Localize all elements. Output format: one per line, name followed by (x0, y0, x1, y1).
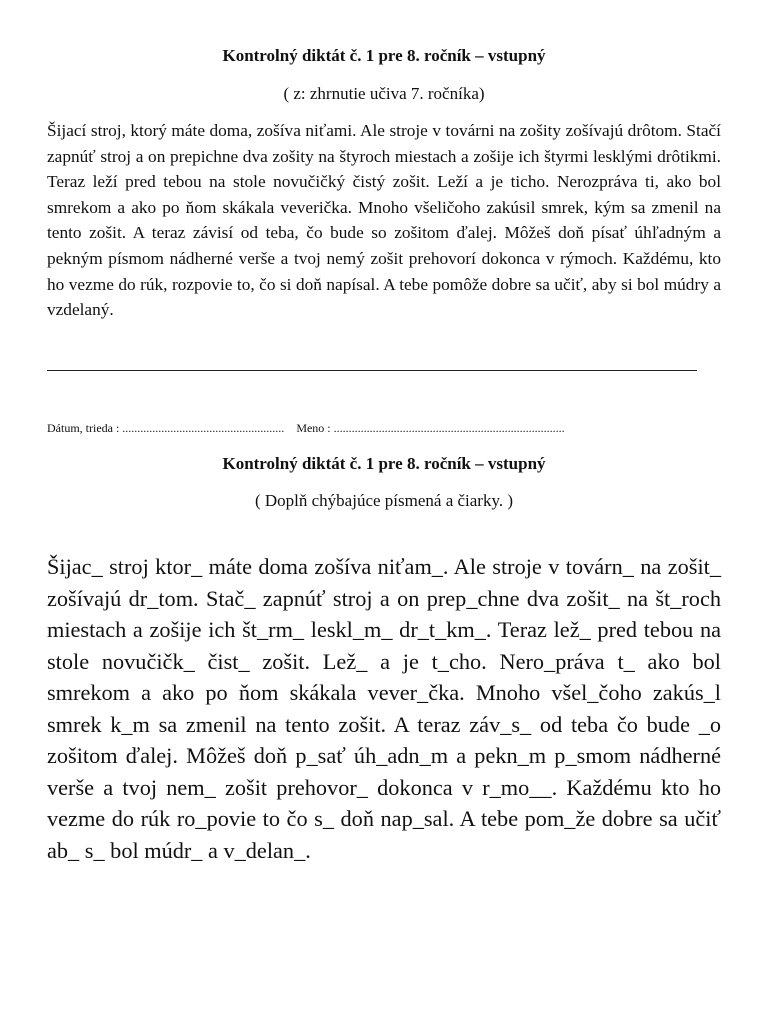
date-class-field[interactable]: Dátum, trieda : ...................................................... (47, 421, 285, 435)
dictation-text: Šijací stroj, ktorý máte doma, zošíva niťami. Ale stroje v továrni na zošity zošívajú drôtom. Stačí zapnúť stroj a on prepichne dva zošity na štyroch miestach a zošije ich štyrmi lesklými drôtikmi. Teraz leží pred tebou na stole novučičký čistý zošit. Leží a je ticho. Nerozpráva ti, ako bol smrekom a ako po ňom skákala veverička. Mnoho všeličoho zakúsil smrek, kým sa zmenil na tento zošit. A teraz závisí od teba, čo bude so zošitom ďalej. Môžeš doň písať úhľadným a pekným písmom nádherné verše a tvoj nemý zošit prehovorí dokonca v rýmoch. Každému, kto ho vezme do rúk, rozpovie to, čo si doň napísal. A tebe pomôže dobre sa učiť, aby si bol múdry a vzdelaný. (47, 121, 721, 320)
name-field[interactable]: Meno : ............................................................................. (296, 421, 565, 435)
separator-line (47, 370, 697, 371)
exercise-text: Šijac_ stroj ktor_ máte doma zošíva niťam_. Ale stroje v továrn_ na zošit_ zošívajú dr_tom. Stač_ zapnúť stroj a on prep_chne dva zošit_ na št_roch miestach a zošije ich št_rm_ leskl_m_ dr_t_km_. Teraz lež_ pred tebou na stole novučičk_ čist_ zošit. Lež_ a je t_cho. Nero_práva t_ ako bol smrekom a ako po ňom skákala vever_čka. Mnoho všel_čoho zakús_l smrek k_m sa zmenil na tento zošit. A teraz záv_s_ od teba čo bude _o zošitom ďalej. Môžeš doň p_sať úh_adn_m a pekn_m p_smom nádherné verše a tvoj nem_ zošit prehovor_ dokonca v r_mo__. Každému kto ho vezme do rúk ro_povie to čo s_ doň nap_sal. A tebe pom_že dobre sa učiť ab_ s_ bol múdr_ a v_delan_. (47, 554, 721, 863)
section2-subtitle: ( Doplň chýbajúce písmená a čiarky. ) (254, 491, 514, 510)
section1-title: Kontrolný diktát č. 1 pre 8. ročník – vstupný (222, 46, 546, 65)
student-info-line (47, 420, 727, 436)
section2-title: Kontrolný diktát č. 1 pre 8. ročník – vstupný (222, 454, 546, 473)
section1-subtitle: ( z: zhrnutie učiva 7. ročníka) (283, 84, 485, 103)
